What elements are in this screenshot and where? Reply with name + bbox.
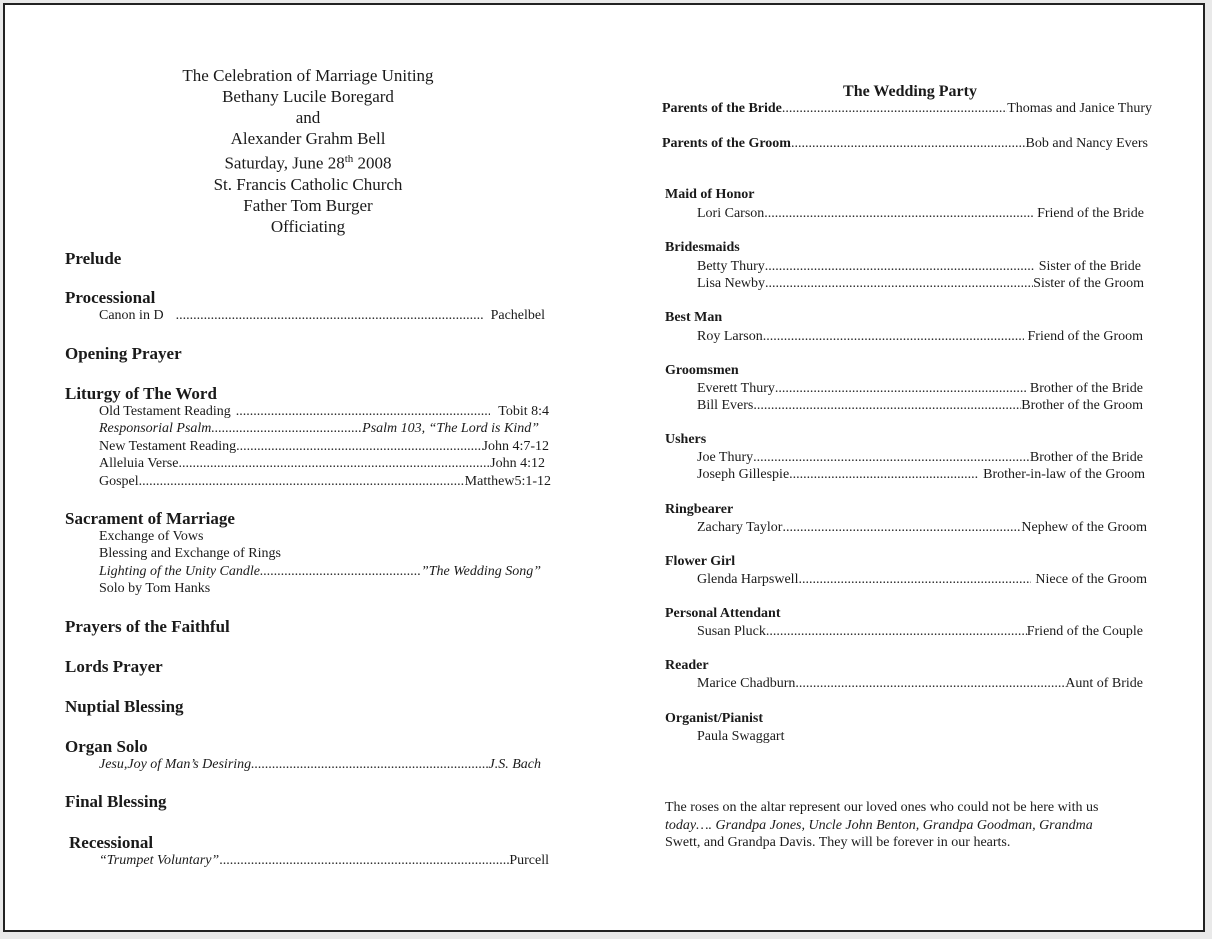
party-heading: Reader	[665, 658, 709, 673]
section-heading: Sacrament of Marriage	[65, 509, 235, 528]
section-heading: Recessional	[69, 833, 154, 852]
party-member: Betty Thury ..... Sister of the Bride	[697, 258, 1141, 275]
party-heading: Organist/Pianist	[665, 711, 764, 726]
header-line: Officiating	[270, 216, 346, 236]
section-heading: Nuptial Blessing	[65, 697, 184, 716]
party-member: Bill Evers ..... Brother of the Groom	[697, 397, 1143, 414]
party-member: Susan Pluck ..... Friend of the Couple	[697, 623, 1143, 640]
party-member: Roy Larson ..... Friend of the Groom	[697, 328, 1143, 345]
program-item: Responsorial Psalm ..... Psalm 103, “The Lord is Kind”	[99, 420, 539, 437]
memorial-line: The roses on the altar represent our loved ones who could not be here with us	[665, 800, 1099, 815]
header-line: The Celebration of Marriage Uniting	[182, 66, 434, 85]
party-member: Paula Swaggart	[697, 729, 785, 744]
bride-name: Bethany Lucile Boregard	[222, 87, 394, 106]
party-member: Marice Chadburn ..... Aunt of Bride	[697, 675, 1143, 692]
program-item: Canon in D ..... Pachelbel	[99, 307, 545, 324]
church-name: St. Francis Catholic Church	[213, 174, 403, 194]
section-heading: Processional	[65, 288, 156, 307]
header-line: and	[295, 108, 321, 127]
program-page	[3, 3, 1205, 932]
party-member: Joe Thury ..... Brother of the Bride	[697, 449, 1143, 466]
party-member: Joseph Gillespie ..... Brother-in-law of the Groom	[697, 466, 1145, 483]
memorial-line: Swett, and Grandpa Davis. They will be forever in our hearts.	[665, 835, 1011, 850]
party-member: Zachary Taylor ..... Nephew of the Groom	[697, 519, 1147, 536]
party-heading: Ringbearer	[665, 502, 734, 517]
officiant-name: Father Tom Burger	[243, 195, 373, 215]
program-item: Lighting of the Unity Candle ..... ”The Wedding Song”	[99, 563, 541, 580]
memorial-line: today…. Grandpa Jones, Uncle John Benton, Grandpa Goodman, Grandma	[665, 817, 1093, 833]
program-item: Solo by Tom Hanks	[99, 581, 211, 596]
section-heading: Prayers of the Faithful	[65, 617, 230, 636]
party-heading: Flower Girl	[665, 554, 736, 569]
program-item: Jesu,Joy of Man’s Desiring ..... J.S. Bach	[99, 756, 541, 773]
party-heading: Ushers	[665, 432, 707, 447]
section-heading: Prelude	[65, 249, 122, 268]
program-item: New Testament Reading ..... John 4:7-12	[99, 438, 549, 455]
ceremony-date: Saturday, June 28th 2008	[224, 153, 392, 173]
party-row: Parents of the Groom ..... Bob and Nancy Evers	[662, 135, 1148, 152]
program-item: Exchange of Vows	[99, 529, 204, 544]
section-heading: Lords Prayer	[65, 657, 163, 676]
program-item: Old Testament Reading ..... Tobit 8:4	[99, 403, 549, 420]
memorial-note	[665, 799, 1155, 852]
party-member: Lisa Newby ..... Sister of the Groom	[697, 275, 1144, 292]
party-heading: Maid of Honor	[665, 187, 755, 202]
wedding-party-title: The Wedding Party	[843, 83, 977, 100]
ceremony-header	[155, 65, 461, 237]
party-member: Lori Carson ..... Friend of the Bride	[697, 205, 1144, 222]
program-item: “Trumpet Voluntary” ..... Purcell	[99, 852, 549, 869]
program-item: Gospel ..... Matthew5:1-12	[99, 473, 551, 490]
program-item: Blessing and Exchange of Rings	[99, 546, 281, 561]
party-heading: Personal Attendant	[665, 606, 781, 621]
party-member: Glenda Harpswell ..... Niece of the Groom	[697, 571, 1147, 588]
party-member: Everett Thury ..... Brother of the Bride	[697, 380, 1143, 397]
section-heading: Organ Solo	[65, 737, 148, 756]
party-heading: Best Man	[665, 310, 723, 325]
section-heading: Opening Prayer	[65, 344, 182, 363]
party-heading: Groomsmen	[665, 363, 739, 378]
section-heading: Final Blessing	[65, 792, 167, 811]
program-item: Alleluia Verse ..... John 4:12	[99, 455, 545, 472]
groom-name: Alexander Grahm Bell	[230, 129, 386, 148]
party-heading: Bridesmaids	[665, 240, 740, 255]
party-row: Parents of the Bride ..... Thomas and Janice Thury	[662, 100, 1152, 117]
section-heading: Liturgy of The Word	[65, 384, 217, 403]
